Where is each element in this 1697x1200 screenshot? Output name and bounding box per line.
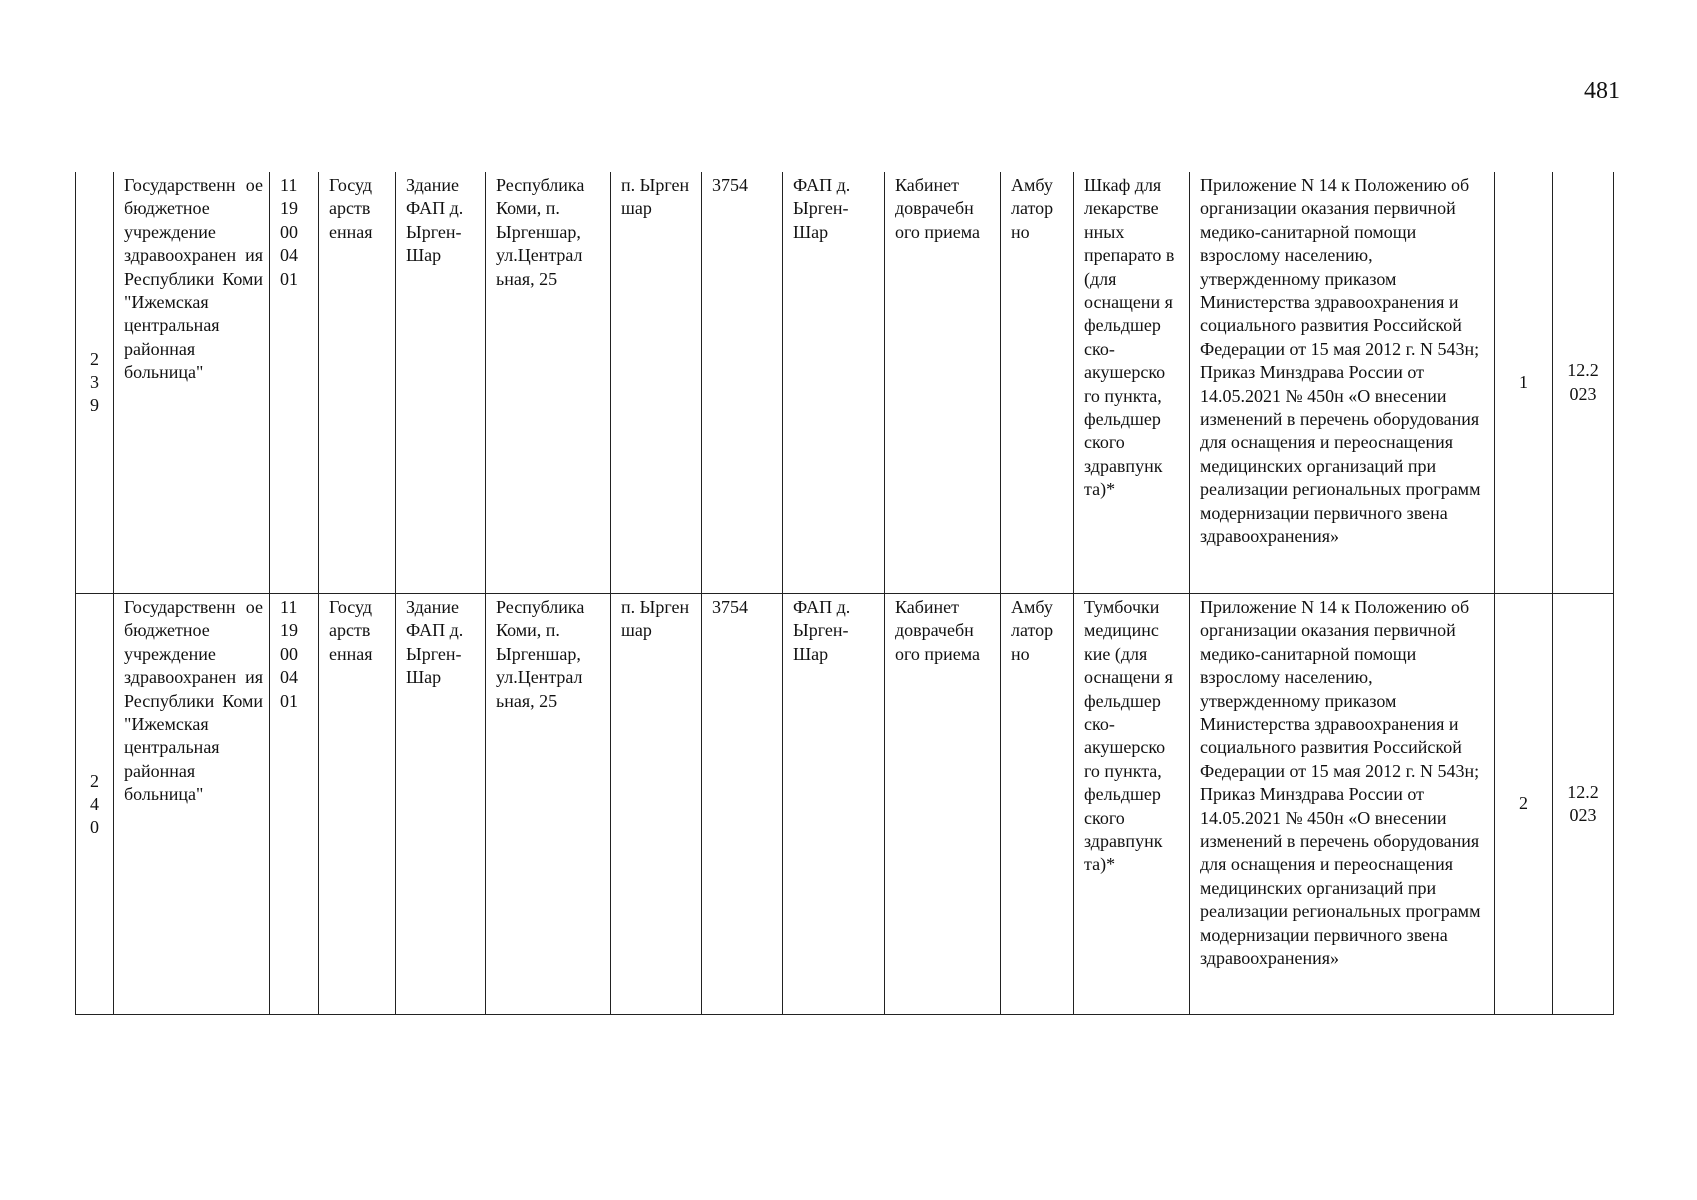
quantity-cell: 2 xyxy=(1495,594,1553,1015)
equipment-cell: Шкаф для лекарстве нных препарато в (для оснащени я фельдшер ско-акушерско го пункта, фельдшер ского здравпунк та)* xyxy=(1074,172,1190,594)
unit-cell: ФАП д. Ырген-Шар xyxy=(783,594,885,1015)
care-type-cell: Амбу латор но xyxy=(1001,172,1074,594)
locality-cell: п. Ырген шар xyxy=(611,594,702,1015)
quantity-cell: 1 xyxy=(1495,172,1553,594)
building-cell: Здание ФАП д. Ырген-Шар xyxy=(396,594,486,1015)
page-number: 481 xyxy=(1584,78,1620,104)
organization-cell: Государственн ое бюджетное учреждение здравоохранен ия Республики Коми "Ижемская центральная районная больница" xyxy=(114,172,270,594)
date-cell: 12.2 023 xyxy=(1553,172,1614,594)
table-row xyxy=(76,594,1614,1015)
equipment-table xyxy=(75,172,1614,1015)
unit-cell: ФАП д. Ырген-Шар xyxy=(783,172,885,594)
address-cell: Республика Коми, п. Ыргеншар, ул.Централ ьная, 25 xyxy=(486,172,611,594)
ownership-cell: Госуд арств енная xyxy=(319,172,396,594)
table-row xyxy=(76,172,1614,594)
equipment-cell: Тумбочки медицинс кие (для оснащени я фельдшер ско-акушерско го пункта, фельдшер ского здравпунк та)* xyxy=(1074,594,1190,1015)
code-cell: 11 19 00 04 01 xyxy=(270,172,319,594)
date-cell: 12.2 023 xyxy=(1553,594,1614,1015)
care-type-cell: Амбу латор но xyxy=(1001,594,1074,1015)
row-number: 2 4 0 xyxy=(76,594,114,1015)
basis-cell: Приложение N 14 к Положению об организации оказания первичной медико-санитарной помощи взрослому населению, утвержденному приказом Министерства здравоохранения и социального развития Российской Федерации от 15 мая 2012 г. N 543н; Приказ Минздрава России от 14.05.2021 № 450н «О внесении изменений в перечень оборудования для оснащения и переоснащения медицинских организаций при реализации региональных программ модернизации первичного звена здравоохранения» xyxy=(1190,594,1495,1015)
room-cell: Кабинет доврачебн ого приема xyxy=(885,594,1001,1015)
ownership-cell: Госуд арств енная xyxy=(319,594,396,1015)
room-cell: Кабинет доврачебн ого приема xyxy=(885,172,1001,594)
organization-cell: Государственн ое бюджетное учреждение здравоохранен ия Республики Коми "Ижемская центральная районная больница" xyxy=(114,594,270,1015)
row-number: 2 3 9 xyxy=(76,172,114,594)
index-cell: 3754 xyxy=(702,594,783,1015)
basis-cell: Приложение N 14 к Положению об организации оказания первичной медико-санитарной помощи взрослому населению, утвержденному приказом Министерства здравоохранения и социального развития Российской Федерации от 15 мая 2012 г. N 543н; Приказ Минздрава России от 14.05.2021 № 450н «О внесении изменений в перечень оборудования для оснащения и переоснащения медицинских организаций при реализации региональных программ модернизации первичного звена здравоохранения» xyxy=(1190,172,1495,594)
building-cell: Здание ФАП д. Ырген-Шар xyxy=(396,172,486,594)
address-cell: Республика Коми, п. Ыргеншар, ул.Централ ьная, 25 xyxy=(486,594,611,1015)
locality-cell: п. Ырген шар xyxy=(611,172,702,594)
code-cell: 11 19 00 04 01 xyxy=(270,594,319,1015)
index-cell: 3754 xyxy=(702,172,783,594)
